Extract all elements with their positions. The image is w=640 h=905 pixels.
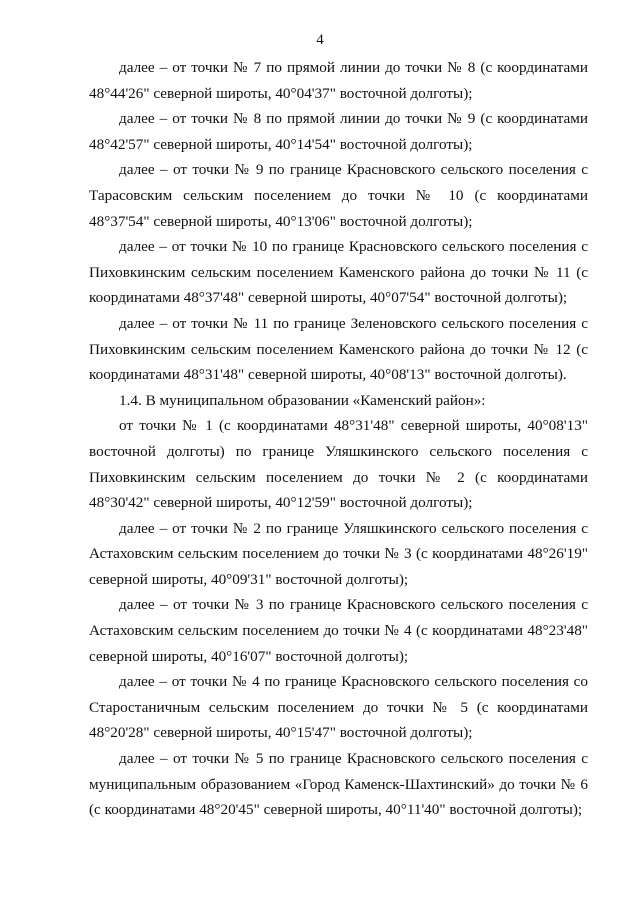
paragraph: далее – от точки № 10 по границе Красновского сельского поселения с Пиховкинским сельским поселением Каменского района до точки № 11 (с координатами 48°37'48" северной широты, 40°07'54" восточной долготы);	[89, 238, 588, 307]
paragraph: далее – от точки № 7 по прямой линии до точки № 8 (с координатами 48°44'26" северной широты, 40°04'37" восточной долготы);	[89, 59, 588, 102]
paragraph: от точки № 1 (с координатами 48°31'48" северной широты, 40°08'13" восточной долготы) по границе Уляшкинского сельского поселения с Пиховкинским сельским поселением до точки № 2 (с координатами 48°30'42" северной широты, 40°12'59" восточной долготы);	[89, 417, 588, 512]
paragraph: далее – от точки № 8 по прямой линии до точки № 9 (с координатами 48°42'57" северной широты, 40°14'54" восточной долготы);	[89, 110, 588, 153]
paragraph: далее – от точки № 11 по границе Зеленовского сельского поселения с Пиховкинским сельским поселением Каменского района до точки № 12 (с координатами 48°31'48" северной широты, 40°08'13" восточной долготы).	[89, 314, 588, 384]
document-body	[89, 55, 588, 823]
paragraph: далее – от точки № 9 по границе Красновского сельского поселения с Тарасовским сельским поселением до точки № 10 (с координатами 48°37'54" северной широты, 40°13'06" восточной долготы);	[89, 161, 588, 230]
page-number: 4	[316, 32, 324, 48]
paragraph: далее – от точки № 3 по границе Красновского сельского поселения с Астаховским сельским поселением до точки № 4 (с координатами 48°23'48" северной широты, 40°16'07" восточной долготы);	[89, 596, 588, 665]
paragraph: далее – от точки № 4 по границе Красновского сельского поселения со Старостаничным сельским поселением до точки № 5 (с координатами 48°20'28" северной широты, 40°15'47" восточной долготы);	[89, 673, 588, 742]
paragraph: далее – от точки № 2 по границе Уляшкинского сельского поселения с Астаховским сельским поселением до точки № 3 (с координатами 48°26'19" северной широты, 40°09'31" восточной долготы);	[89, 519, 588, 588]
section-heading: 1.4. В муниципальном образовании «Каменский район»:	[119, 391, 486, 409]
paragraph: далее – от точки № 5 по границе Красновского сельского поселения с муниципальным образованием «Город Каменск-Шахтинский» до точки № 6 (с координатами 48°20'45" северной широты, 40°11'40" восточной долготы);	[89, 750, 588, 819]
